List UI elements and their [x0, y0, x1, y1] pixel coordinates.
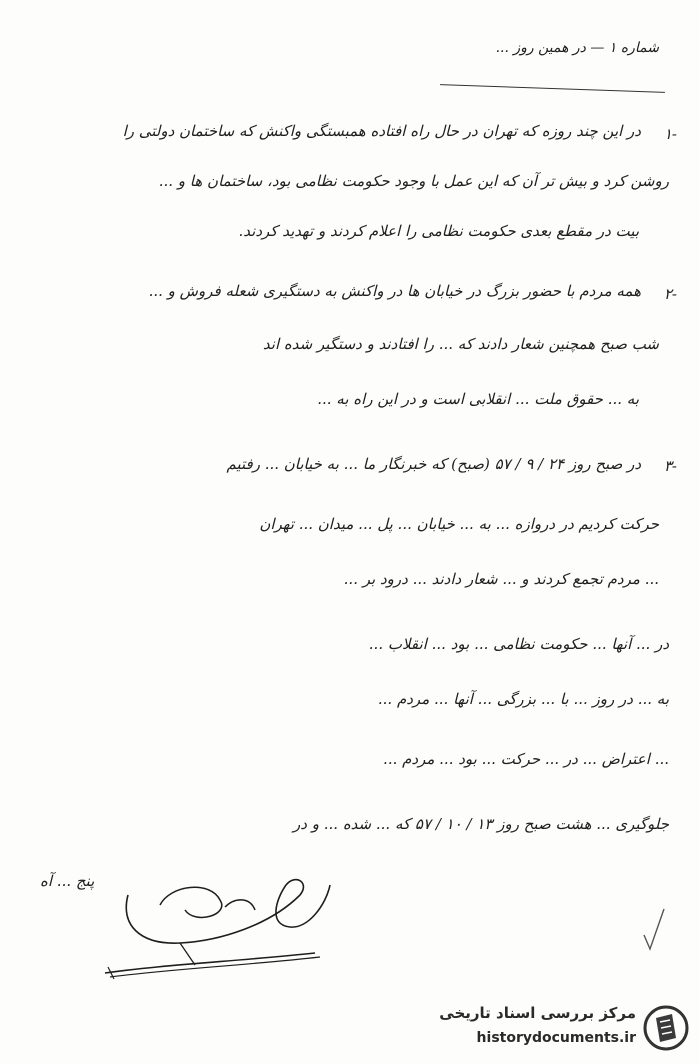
section-3-line-1: در صبح روز ۲۴ / ۹ / ۵۷ (صبح) که خبرنگار ما ... به خیابان ... رفتیم [226, 455, 641, 473]
section-2-line-1: همه مردم با حضور بزرگ در خیابان ها در واکنش به دستگیری شعله فروش و ... [148, 282, 641, 300]
checkmark-stroke [640, 905, 670, 955]
header-underline [440, 84, 665, 93]
watermark-title: مرکز بررسی اسناد تاریخی [439, 1004, 636, 1022]
section-3-line-4: در ... آنها ... حکومت نظامی ... بود ... انقلاب ... [368, 635, 669, 653]
section-3-number: ۳- [663, 457, 677, 475]
archive-watermark [418, 998, 694, 1060]
section-1-number: ۱- [663, 125, 677, 143]
section-3-line-8: پنج ... آه [40, 872, 95, 890]
watermark-url: historydocuments.ir [476, 1030, 636, 1046]
section-3-line-6: ... اعتراض ... در ... حرکت ... بود ... مردم ... [383, 750, 669, 768]
section-2-line-3: به ... حقوق ملت ... انقلابی است و در این راه به ... [317, 390, 639, 408]
archive-logo-icon [642, 1000, 690, 1056]
document-header: شماره ۱ — در همین روز ... [495, 40, 659, 56]
section-3-line-5: به ... در روز ... با ... بزرگی ... آنها ... مردم ... [377, 690, 669, 708]
section-1-line-1: در این چند روزه که تهران در حال راه افتاده همبستگی واکنش که ساختمان دولتی را [122, 122, 641, 140]
section-2-line-2: شب صبح همچنین شعار دادند که ... را افتادند و دستگیر شده اند [262, 335, 659, 353]
section-3-line-7: جلوگیری ... هشت صبح روز ۱۳ / ۱۰ / ۵۷ که ... شده ... و در [293, 815, 669, 833]
section-1-line-2: روشن کرد و بیش تر آن که این عمل با وجود حکومت نظامی بود، ساختمان ها و ... [158, 172, 669, 190]
section-3-line-3: ... مردم تجمع کردند و ... شعار دادند ... درود بر ... [343, 570, 659, 588]
signature-drawing [100, 855, 345, 985]
section-3-line-2: حرکت کردیم در دروازه ... به ... خیابان ... پل ... میدان ... تهران [259, 515, 659, 533]
section-1-line-3: بیت در مقطع بعدی حکومت نظامی را اعلام کردند و تهدید کردند. [238, 222, 639, 240]
section-2-number: ۲- [663, 285, 677, 303]
